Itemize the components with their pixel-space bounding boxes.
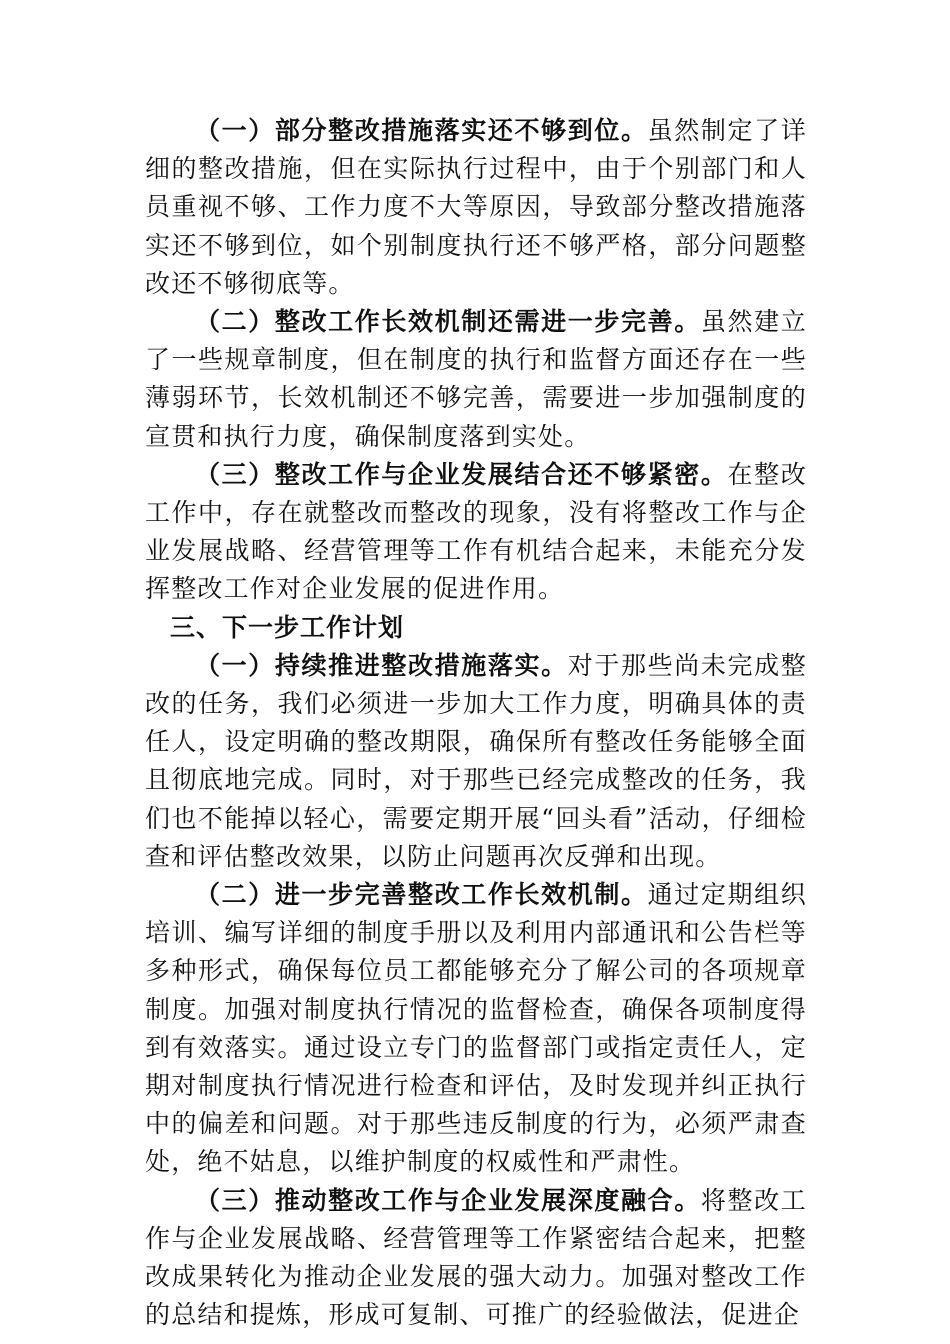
paragraph-text: 通过定期组织培训、编写详细的制度手册以及利用内部通讯和公告栏等多种形式，确保每位员工都能够充分了解公司的各项规章制度。加强对制度执行情况的监督检查，确保各项制度得到有效落实。通过设立专门的监督部门或指定责任人，定期对制度执行情况进行检查和评估，及时发现并纠正执行中的偏差和问题。对于那些违反制度的行为，必须严肃查处，绝不姑息，以维护制度的权威性和严肃性。 xyxy=(145,880,808,1177)
paragraph-lead: （三）整改工作与企业发展结合还不够紧密。 xyxy=(195,459,728,489)
paragraph-text: 对于那些尚未完成整改的任务，我们必须进一步加大工作力度，明确具体的责任人，设定明确的整改期限，确保所有整改任务能够全面且彻底地完成。同时，对于那些已经完成整改的任务，我们也不能掉以轻心，需要定期开展“回头看”活动，仔细检查和评估整改效果，以防止问题再次反弹和出现。 xyxy=(145,650,807,871)
paragraph-text: 在整改工作中，存在就整改而整改的现象，没有将整改工作与企业发展战略、经营管理等工作有机结合起来，未能充分发挥整改工作对企业发展的促进作用。 xyxy=(145,459,807,604)
problem-paragraph-1 xyxy=(145,112,807,303)
paragraph-text: 虽然建立了一些规章制度，但在制度的执行和监督方面还存在一些薄弱环节，长效机制还不够完善，需要进一步加强制度的宣贯和执行力度，确保制度落到实处。 xyxy=(145,307,807,451)
problem-paragraph-3 xyxy=(145,456,807,609)
paragraph-lead: （三）推动整改工作与企业发展深度融合。 xyxy=(195,1185,701,1215)
problem-paragraph-2 xyxy=(145,303,807,456)
plan-paragraph-1 xyxy=(145,647,807,876)
plan-paragraph-3 xyxy=(145,1182,807,1335)
plan-paragraph-2 xyxy=(145,876,807,1182)
paragraph-lead: （一）持续推进整改措施落实。 xyxy=(195,650,568,680)
paragraph-text: 虽然制定了详细的整改措施，但在实际执行过程中，由于个别部门和人员重视不够、工作力度不大等原因，导致部分整改措施落实还不够到位，如个别制度执行还不够严格，部分问题整改还不够彻底等。 xyxy=(145,116,808,298)
paragraph-lead: （一）部分整改措施落实还不够到位。 xyxy=(195,116,648,145)
paragraph-lead: （二）进一步完善整改工作长效机制。 xyxy=(195,880,648,910)
document-body xyxy=(145,112,807,1335)
paragraph-text: 将整改工作与企业发展战略、经营管理等工作紧密结合起来，把整改成果转化为推动企业发展的强大动力。加强对整改工作的总结和提炼，形成可复制、可推广的经验做法，促进企 xyxy=(145,1185,807,1330)
paragraph-lead: （二）整改工作长效机制还需进一步完善。 xyxy=(195,307,701,337)
section-heading: 三、下一步工作计划 xyxy=(170,612,405,642)
